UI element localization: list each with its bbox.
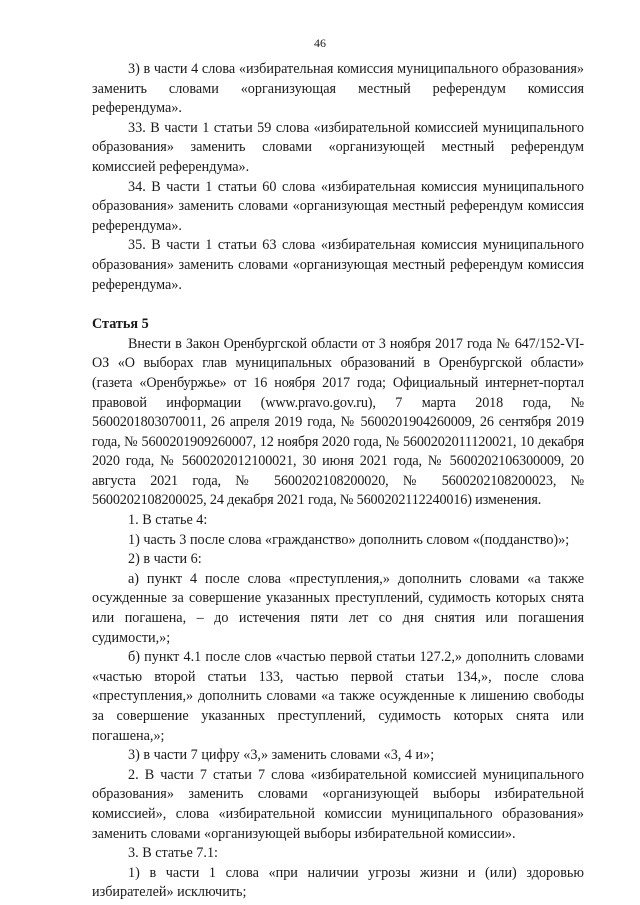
paragraph: 1. В статье 4: — [128, 512, 208, 529]
paragraph: Внести в Закон Оренбургской области от 3 ноября 2017 года № 647/152-VI-ОЗ «О выборах глав муниципальных образований в Оренбургской области» (газета «Оренбуржье» от 16 ноября 2017 года; Официальный интернет-портал правовой информации (www.pravo.gov.ru), 7 марта 2018 года, № 5600201803070011, 26 апреля 2019 года, № 5600201904260009, 26 сентября 2019 года, № 5600201909260007, 12 ноября 2020 года, № 5600202011120021, 10 декабря 2020 года, № 5600202012100021, 30 июня 2021 года, № 5600202106300009, 20 августа 2021 года, № 5600202108200020, № 5600202108200023, № 5600202108200025, 24 декабря 2021 года, № 5600202112240016) изменения. — [92, 335, 584, 509]
document-body — [92, 60, 584, 903]
paragraph: 2) в части 6: — [128, 551, 202, 568]
paragraph: 33. В части 1 статьи 59 слова «избирательной комиссией муниципального образования» заменить словами «организующей местный референдум комиссией референдума». — [92, 119, 584, 175]
paragraph: б) пункт 4.1 после слов «частью первой статьи 127.2,» дополнить словами «частью второй статьи 133, частью первой статьи 134,», после слова «преступления,» дополнить словами «а также осужденные к лишению свободы за совершение указанных преступлений, судимость которых снята или погашена,»; — [92, 649, 584, 744]
paragraph: 1) в части 1 слова «при наличии угрозы жизни и (или) здоровью избирателей» исключить; — [92, 864, 584, 901]
page-number: 46 — [314, 36, 326, 50]
paragraph: 34. В части 1 статьи 60 слова «избирательная комиссия муниципального образования» заменить словами «организующая местный референдум комиссия референдума». — [92, 178, 584, 234]
paragraph: 35. В части 1 статьи 63 слова «избирательная комиссия муниципального образования» заменить словами «организующая местный референдум комиссия референдума». — [92, 237, 584, 293]
paragraph: 3. В статье 7.1: — [128, 845, 218, 862]
paragraph: 3) в части 4 слова «избирательная комиссия муниципального образования» заменить словами «организующая местный референдум комиссия референдума». — [92, 61, 584, 117]
paragraph: а) пункт 4 после слова «преступления,» дополнить словами «а также осужденные за совершение указанных преступлений, судимость которых снята или погашена, – до истечения пяти лет со дня снятия или погашения судимости,»; — [92, 570, 584, 646]
paragraph: 1) часть 3 после слова «гражданство» дополнить словом «(подданство)»; — [128, 531, 570, 548]
paragraph: 3) в части 7 цифру «3,» заменить словами «3, 4 и»; — [128, 747, 435, 764]
spacer — [92, 295, 584, 315]
article-heading: Статья 5 — [92, 316, 149, 333]
paragraph: 2. В части 7 статьи 7 слова «избирательной комиссией муниципального образования» заменить словами «организующей выборы избирательной комиссией», слова «избирательной комиссии муниципального образования» заменить словами «организующей выборы избирательной комиссии». — [92, 766, 584, 842]
